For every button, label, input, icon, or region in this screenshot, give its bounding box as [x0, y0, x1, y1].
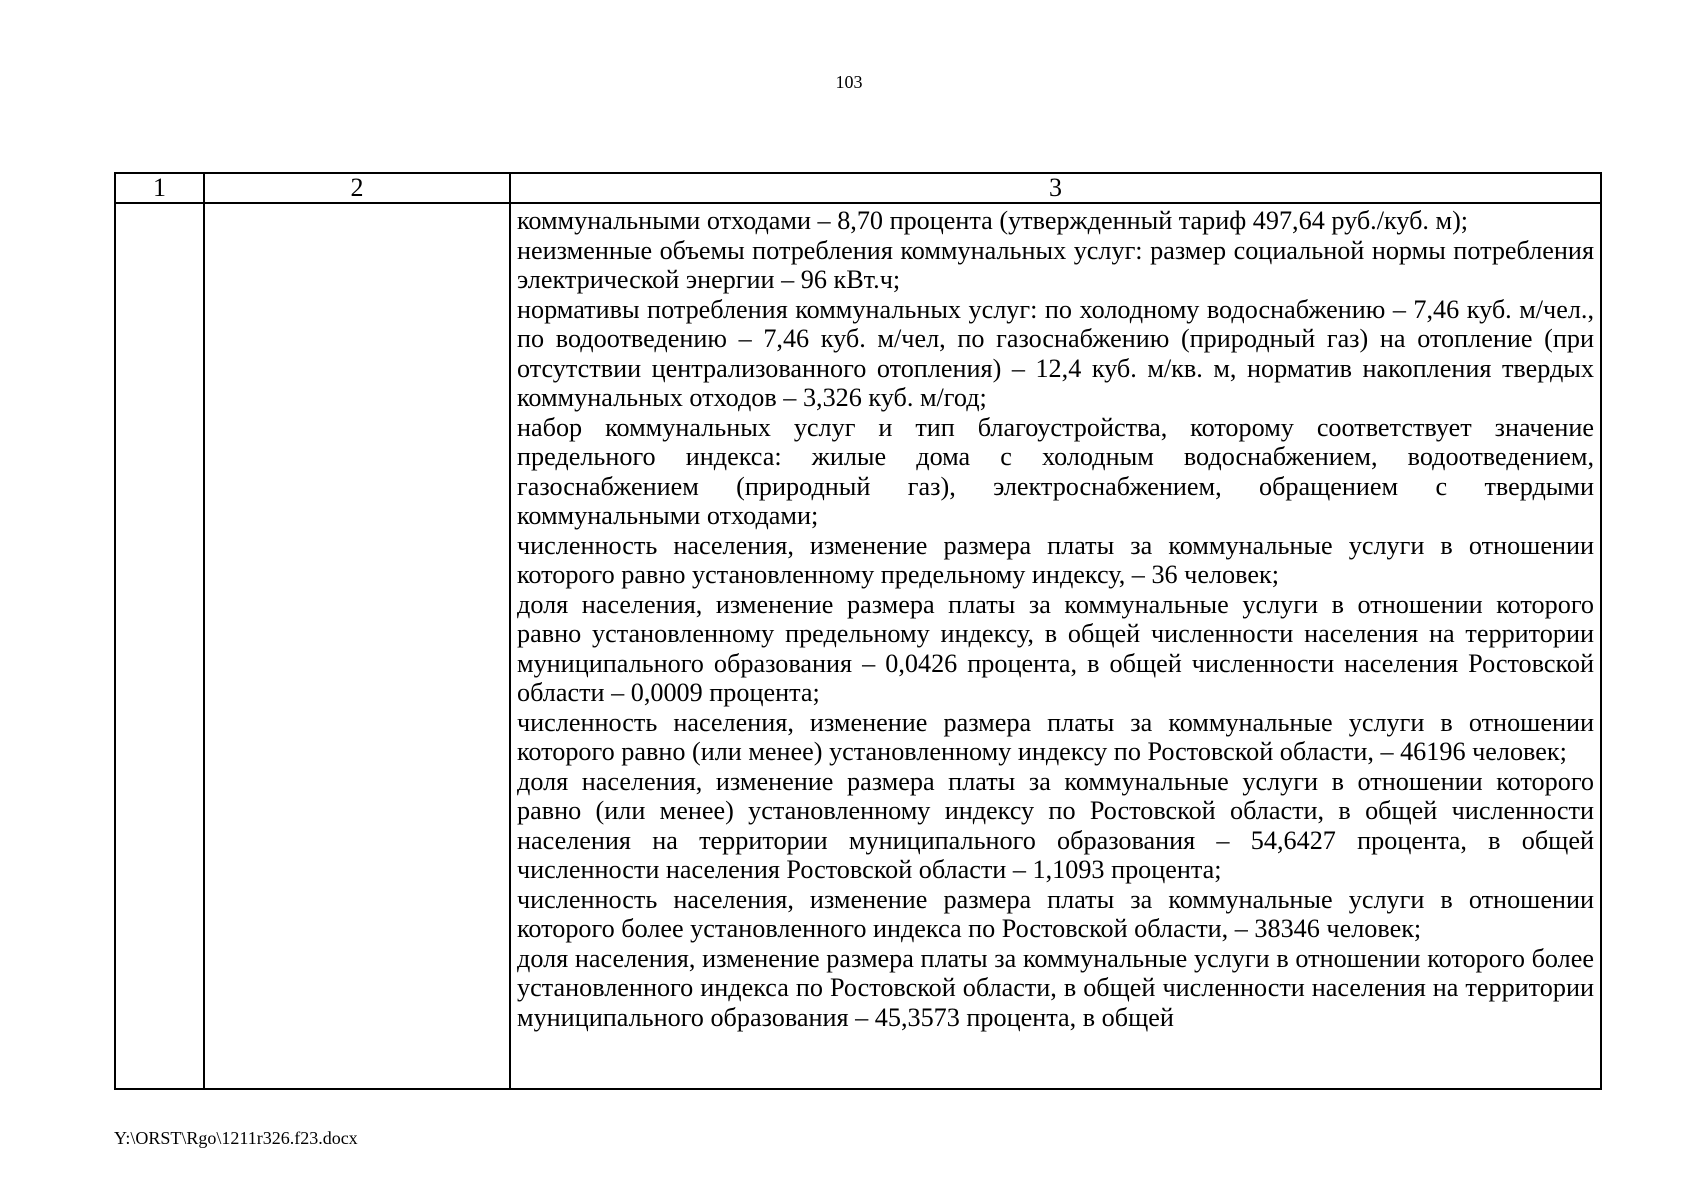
page-number: 103	[835, 72, 863, 92]
column-1-cell	[115, 203, 204, 1089]
column-3-cell	[510, 203, 1601, 1089]
paragraph-consumption-volumes: неизменные объемы потребления коммунальных услуг: размер социальной нормы потребления электрической энергии – 96 кВт.ч;	[517, 235, 1594, 294]
paragraph-share-equal-limit: доля населения, изменение размера платы за коммунальные услуги в отношении которого равно установленному предельному индексу, в общей численности населения на территории муниципального образования – 0,0426 процента, в общей численности населения Ростовской области – 0,0009 процента;	[517, 589, 1594, 707]
column-header-2: 2	[204, 173, 510, 203]
column-header-3: 3	[510, 173, 1601, 203]
paragraph-population-above-index: численность населения, изменение размера платы за коммунальные услуги в отношении которого более установленного индекса по Ростовской области, – 38346 человек;	[517, 884, 1594, 943]
table-header-row	[115, 173, 1601, 203]
paragraph-service-set: набор коммунальных услуг и тип благоустройства, которому соответствует значение предельного индекса: жилые дома с холодным водоснабжением, водоотведением, газоснабжением (природный газ), электроснабжением, обращением с твердыми коммунальными отходами;	[517, 412, 1594, 530]
footer-file-path: Y:\ORST\Rgo\1211r326.f23.docx	[114, 1128, 358, 1148]
table-row	[115, 203, 1601, 1089]
document-table	[114, 172, 1602, 1090]
paragraph-tariff: коммунальными отходами – 8,70 процента (утвержденный тариф 497,64 руб./куб. м);	[517, 206, 1469, 235]
paragraph-population-equal-limit: численность населения, изменение размера платы за коммунальные услуги в отношении которого равно установленному предельному индексу, – 36 человек;	[517, 530, 1594, 589]
column-2-cell	[204, 203, 510, 1089]
paragraph-share-above-index: доля населения, изменение размера платы за коммунальные услуги в отношении которого более установленного индекса по Ростовской области, в общей численности населения на территории муниципального образования – 45,3573 процента, в общей	[517, 943, 1594, 1032]
paragraph-share-below-index: доля населения, изменение размера платы за коммунальные услуги в отношении которого равно (или менее) установленному индексу по Ростовской области, в общей численности населения на территории муниципального образования – 54,6427 процента, в общей численности населения Ростовской области – 1,1093 процента;	[517, 766, 1594, 884]
paragraph-consumption-norms: нормативы потребления коммунальных услуг: по холодному водоснабжению – 7,46 куб. м/чел., по водоотведению – 7,46 куб. м/чел, по газоснабжению (природный газ) на отопление (при отсутствии централизованного отопления) – 12,4 куб. м/кв. м, норматив накопления твердых коммунальных отходов – 3,326 куб. м/год;	[517, 294, 1594, 412]
paragraph-population-below-index: численность населения, изменение размера платы за коммунальные услуги в отношении которого равно (или менее) установленному индексу по Ростовской области, – 46196 человек;	[517, 707, 1594, 766]
column-header-1: 1	[115, 173, 204, 203]
